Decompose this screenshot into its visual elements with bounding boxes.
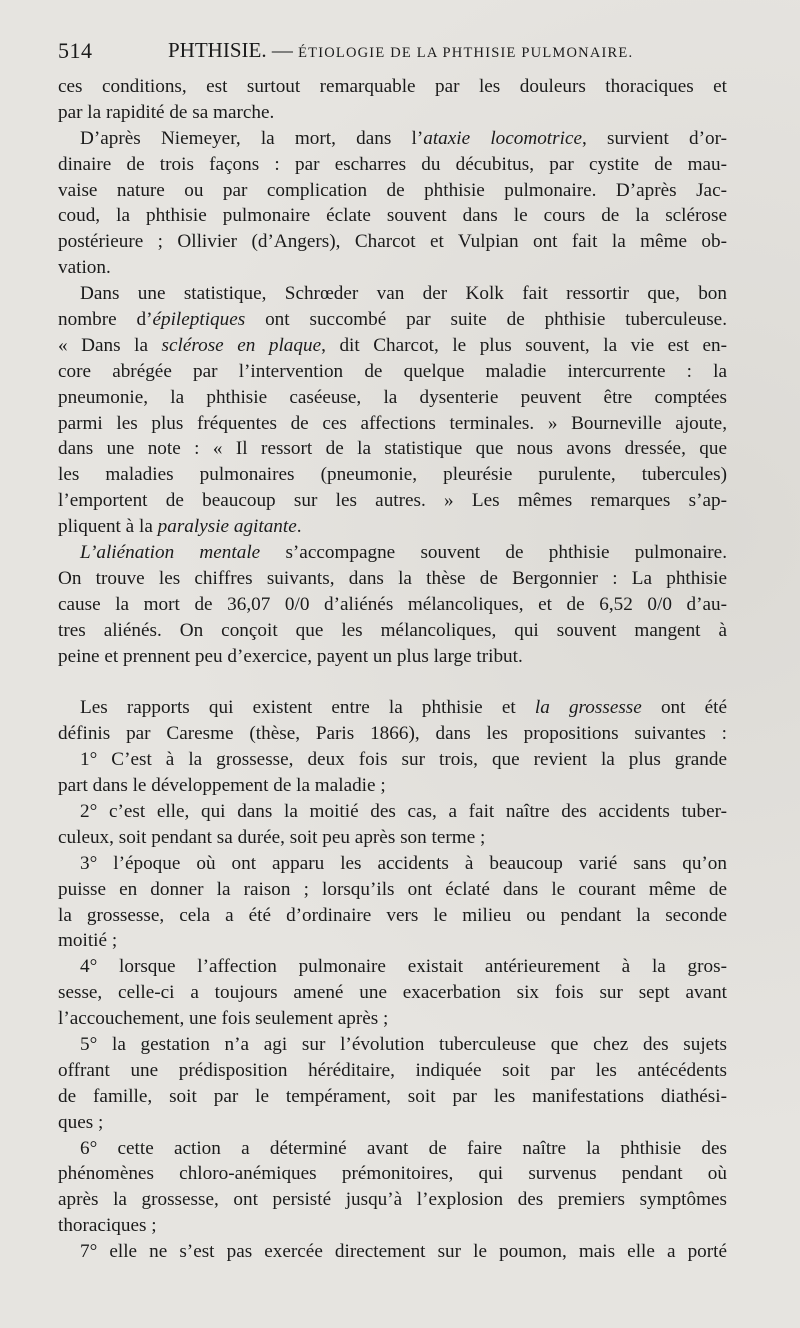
text-run: , survient d’or- (581, 127, 727, 149)
italic-term: paralysie agitante (157, 516, 297, 538)
text-line: 4° lorsque l’affection pulmonaire existait antérieurement à la gros- (80, 956, 727, 978)
italic-term: L’aliénation mentale (80, 542, 261, 564)
text-line: Dans une statistique, Schrœder van der Kolk fait ressortir que, bon (80, 283, 727, 305)
text-line: postérieure ; Ollivier (d’Angers), Charcot et Vulpian ont fait la même ob- (58, 231, 727, 253)
text-line: l’emportent de beaucoup sur les autres. » Les mêmes remarques s’ap- (58, 490, 727, 512)
text-line (58, 126, 727, 152)
text-run: . (296, 516, 302, 538)
text-line: moitié ; (58, 930, 118, 952)
text-line: vaise nature ou par complication de phthisie pulmonaire. D’après Jac- (58, 179, 727, 201)
text-line: vation. (58, 257, 111, 279)
text-run: nombre d’ (58, 309, 153, 331)
running-title (168, 38, 633, 63)
italic-term: épileptiques (152, 309, 246, 331)
text-line: offrant une prédisposition héréditaire, indiquée soit par les antécédents (58, 1059, 727, 1081)
text-line: peine et prennent peu d’exercice, payent un plus large tribut. (58, 645, 523, 667)
text-run: ont succombé par suite de phthisie tuberculeuse. (245, 309, 727, 331)
text-line: phénomènes chloro-anémiques prémonitoires, qui survenus pendant où (58, 1163, 727, 1185)
text-line: définis par Caresme (thèse, Paris 1866), dans les propositions suivantes : (58, 723, 727, 745)
text-run: « Dans la (58, 334, 162, 356)
text-line: de famille, soit par le tempérament, soit par les manifestations diathési- (58, 1085, 727, 1107)
text-line: ces conditions, est surtout remarquable par les douleurs thoraciques et (58, 76, 727, 97)
text-line: par la rapidité de sa marche. (58, 101, 275, 123)
text-line: la grossesse, cela a été d’ordinaire vers le milieu ou pendant la seconde (58, 904, 727, 926)
text-line: On trouve les chiffres suivants, dans la thèse de Bergonnier : La phthisie (58, 567, 727, 589)
text-line: dans une note : « Il ressort de la statistique que nous avons dressée, que (58, 438, 727, 460)
text-line: sesse, celle-ci a toujours amené une exacerbation six fois sur sept avant (58, 982, 727, 1004)
text-line (58, 333, 727, 359)
text-line: ques ; (58, 1111, 104, 1133)
text-line (58, 514, 727, 540)
text-line: parmi les plus fréquentes de ces affections terminales. » Bourneville ajoute, (58, 412, 727, 434)
text-line: pneumonie, la phthisie caséeuse, la dysenterie peuvent être comptées (58, 386, 727, 408)
text-line: dinaire de trois façons : par escharres du décubitus, par cystite de mau- (58, 153, 727, 175)
text-line: core abrégée par l’intervention de quelque maladie intercurrente : la (58, 360, 727, 382)
text-line (58, 695, 727, 721)
italic-term: ataxie locomotrice (423, 127, 582, 149)
text-line: tres aliénés. On conçoit que les mélancoliques, qui souvent mangent à (58, 619, 727, 641)
text-line (58, 540, 727, 566)
text-line: part dans le développement de la maladie ; (58, 775, 386, 797)
text-line: après la grossesse, ont persisté jusqu’à l’explosion des premiers symptômes (58, 1189, 727, 1211)
text-line: coud, la phthisie pulmonaire éclate souvent dans le cours de la sclérose (58, 205, 727, 227)
running-title-sub: ÉTIOLOGIE DE LA PHTHISIE PULMONAIRE. (298, 45, 634, 61)
text-line: culeux, soit pendant sa durée, soit peu après son terme ; (58, 826, 486, 848)
text-line: puisse en donner la raison ; lorsqu’ils ont éclaté dans le courant même de (58, 878, 727, 900)
running-header (58, 38, 728, 68)
text-run: , dit Charcot, le plus souvent, la vie est en- (321, 334, 728, 356)
italic-term: la grossesse (534, 697, 642, 719)
paragraph-gap (58, 669, 727, 695)
text-run: Les rapports qui existent entre la phthisie et (80, 697, 535, 719)
text-line: les maladies pulmonaires (pneumonie, pleurésie purulente, tubercules) (58, 464, 727, 486)
text-line: 3° l’époque où ont apparu les accidents à beaucoup varié sans qu’on (80, 852, 727, 874)
text-run: s’accompagne souvent de phthisie pulmonaire. (260, 542, 727, 564)
text-run: D’après Niemeyer, la mort, dans l’ (80, 127, 424, 149)
text-line: l’accouchement, une fois seulement après ; (58, 1008, 389, 1030)
text-line: 2° c’est elle, qui dans la moitié des cas, a fait naître des accidents tuber- (80, 800, 727, 822)
text-line (58, 307, 727, 333)
text-line: 1° C’est à la grossesse, deux fois sur trois, que revient la plus grande (80, 749, 727, 771)
text-line: 5° la gestation n’a agi sur l’évolution tuberculeuse que chez des sujets (80, 1033, 727, 1055)
text-run: ont été (641, 697, 727, 719)
italic-term: sclérose en plaque (161, 334, 322, 356)
text-run: pliquent à la (58, 516, 158, 538)
text-line: thoraciques ; (58, 1215, 157, 1237)
body-text (58, 74, 727, 1265)
running-title-main: PHTHISIE. — (168, 38, 293, 62)
page-number: 514 (58, 38, 93, 63)
text-line: 6° cette action a déterminé avant de faire naître la phthisie des (80, 1137, 727, 1159)
text-line: cause la mort de 36,07 0/0 d’aliénés mélancoliques, et de 6,52 0/0 d’au- (58, 593, 727, 615)
text-line: 7° elle ne s’est pas exercée directement sur le poumon, mais elle a porté (80, 1241, 727, 1263)
